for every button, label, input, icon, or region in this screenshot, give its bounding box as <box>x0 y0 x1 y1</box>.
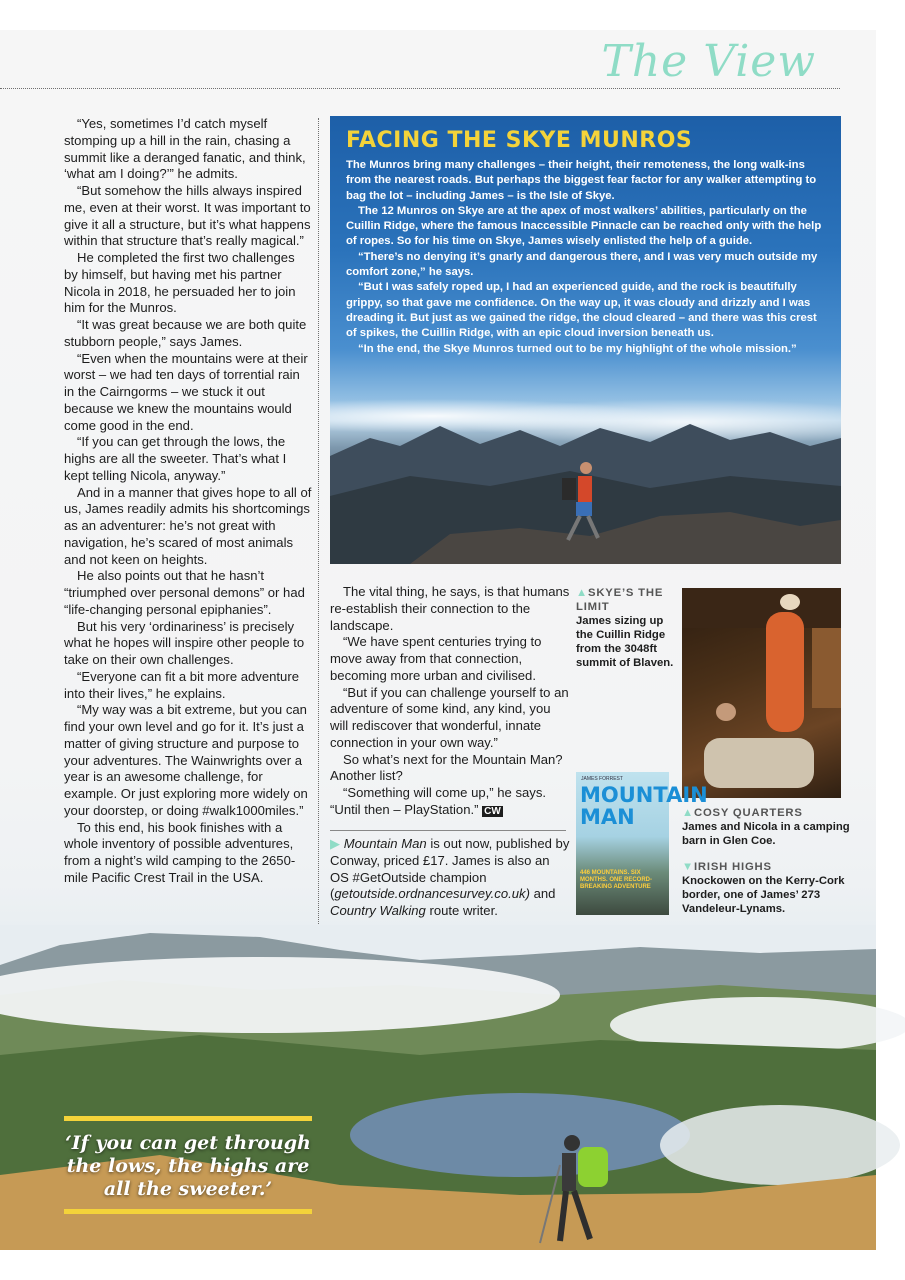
promo-text: route writer. <box>425 903 498 918</box>
body-paragraph: But his very ‘ordinariness’ is precisely what he hopes will inspire other people to take on their own challenges. <box>64 618 305 667</box>
box-paragraph: The Munros bring many challenges – their height, their remoteness, the long walk-ins from the nearest roads. But perhaps the biggest fear factor for any walker attempting to bag the lot – including James – is the Isle of Skye. <box>346 159 817 202</box>
promo-magazine: Country Walking <box>330 903 426 918</box>
book-cover <box>576 772 708 915</box>
book-promo <box>330 836 570 920</box>
box-paragraph: “But I was safely roped up, I had an experienced guide, and the rock is beautifully grippy, so that gave me confidence. On the way up, it was cloudy and drizzly and I was dreading it. But just as we gained the ridge, the cloud cleared – and there was this crest of spikes, the Cuillin Ridge, with an epic cloud inversion beneath us. <box>346 281 817 340</box>
body-paragraph: “Even when the mountains were at their worst – we had ten days of torrential rain in the Cairngorms – we stuck it out because we knew the mountains would come good in the end. <box>64 350 308 433</box>
triangle-down-icon: ▼ <box>682 861 694 873</box>
caption-text: Knockowen on the Kerry-Cork border, one of James’ 273 Vandeleur-Lynams. <box>682 875 845 915</box>
magazine-page <box>0 30 876 1250</box>
body-paragraph: He also points out that he hasn’t “triumphed over personal demons” or had “life-changing personal epiphanies”. <box>64 568 305 617</box>
box-paragraph: “In the end, the Skye Munros turned out to be my highlight of the whole mission.” <box>358 342 797 355</box>
promo-book-title: Mountain Man <box>343 836 427 851</box>
column-divider <box>318 118 319 926</box>
triangle-up-icon: ▲ <box>682 807 694 819</box>
body-paragraph: “My way was a bit extreme, but you can find your own level and go for it. It’s just a matter of giving structure and purpose to your adventures. The Wainwrights over a year is an awesome challenge, for example. Or just exploring more widely on your doorstep, or doing #walk1000miles.” <box>64 702 308 818</box>
caption-cosy <box>682 806 852 848</box>
promo-text: is out now, published by Conway, priced £17. James is also an OS #GetOutside champion ( <box>330 836 570 902</box>
caption-text: James and Nicola in a camping barn in Glen Coe. <box>682 821 850 847</box>
quote-bar-top <box>64 1116 312 1121</box>
book-title: MOUNTAIN MAN <box>580 783 708 829</box>
body-column-2 <box>330 584 570 821</box>
caption-title: IRISH HIGHS <box>693 861 772 873</box>
caption-title: SKYE’S THE LIMIT <box>576 587 664 613</box>
skye-feature-box <box>330 116 841 564</box>
body-paragraph: “But somehow the hills always inspired me, even at their worst. It was important to give it all a structure, but it’s what happens within that structure that’s really magical.” <box>64 183 311 249</box>
section-title: The View <box>601 36 816 87</box>
pull-quote-text: ‘If you can get through the lows, the highs are all the sweeter.’ <box>65 1132 311 1200</box>
box-body <box>346 158 828 357</box>
body-paragraph: The vital thing, he says, is that humans re-establish their connection to the landscape. <box>330 584 570 633</box>
body-paragraph: “Yes, sometimes I’d catch myself stomping up a hill in the rain, chasing a summit like a deranged fanatic, and think, ‘what am I doing?’” he admits. <box>64 116 306 182</box>
box-paragraph: The 12 Munros on Skye are at the apex of most walkers’ abilities, particularly on the Cuillin Ridge, where the famous Inaccessible Pinnacle can be reached only with the help of ropes. So for his time on Skye, James wisely enlisted the help of a guide. <box>346 204 822 248</box>
book-author: JAMES FORREST <box>581 776 623 782</box>
promo-text: and <box>529 886 556 902</box>
caption-skye <box>576 586 674 670</box>
caption-text: James sizing up the Cuillin Ridge from the 3048ft summit of Blaven. <box>576 615 674 669</box>
body-paragraph: So what’s next for the Mountain Man? Another list? <box>330 751 563 784</box>
body-paragraph: “Everyone can fit a bit more adventure into their lives,” he explains. <box>64 668 299 701</box>
quote-bar-bottom <box>64 1209 312 1214</box>
pull-quote <box>64 1116 312 1214</box>
body-paragraph: To this end, his book finishes with a whole inventory of possible adventures, from a night’s wild camping to the 2650-mile Pacific Crest Trail in the USA. <box>64 819 296 885</box>
closing-text: “Something will come up,” he says. “Until then – PlayStation.” <box>330 785 547 817</box>
book-subtitle: 446 MOUNTAINS. SIX MONTHS. ONE RECORD-BREAKING ADVENTURE <box>580 870 652 890</box>
body-paragraph <box>330 785 570 821</box>
body-paragraph: “If you can get through the lows, the highs are all the sweeter. That’s what I kept telling Nicola, anyway.” <box>64 434 287 483</box>
triangle-up-icon: ▲ <box>576 587 588 599</box>
header-divider <box>0 88 840 89</box>
camping-barn-photo <box>682 588 841 798</box>
body-paragraph: “It was great because we are both quite stubborn people,” says James. <box>64 317 307 349</box>
caption-irish <box>682 860 852 916</box>
triangle-icon: ▶ <box>330 836 341 851</box>
body-paragraph: He completed the first two challenges by himself, but having met his partner Nicola in 2018, he persuaded her to join him for the Munros. <box>64 250 296 316</box>
box-title: FACING THE SKYE MUNROS <box>346 128 693 153</box>
promo-divider <box>330 830 566 831</box>
cuillin-ridge-photo <box>330 416 841 564</box>
box-paragraph: “There’s no denying it’s gnarly and dangerous there, and I was very much outside my comfort zone,” he says. <box>346 250 818 279</box>
promo-url[interactable]: getoutside.ordnancesurvey.co.uk) <box>334 886 530 902</box>
body-paragraph: And in a manner that gives hope to all of us, James readily admits his shortcomings as an adventurer: he’s not great with navigation, he’s scared of most animals and not keen on heights. <box>64 484 312 567</box>
body-column-1 <box>64 116 312 887</box>
body-paragraph: “But if you can challenge yourself to an adventure of some kind, any kind, you will rediscover that wonderful, innate connection in your own way.” <box>330 684 569 750</box>
body-paragraph: “We have spent centuries trying to move away from that connection, becoming more urban and civilised. <box>330 634 542 683</box>
caption-title: COSY QUARTERS <box>693 807 803 819</box>
end-mark: CW <box>484 805 501 817</box>
